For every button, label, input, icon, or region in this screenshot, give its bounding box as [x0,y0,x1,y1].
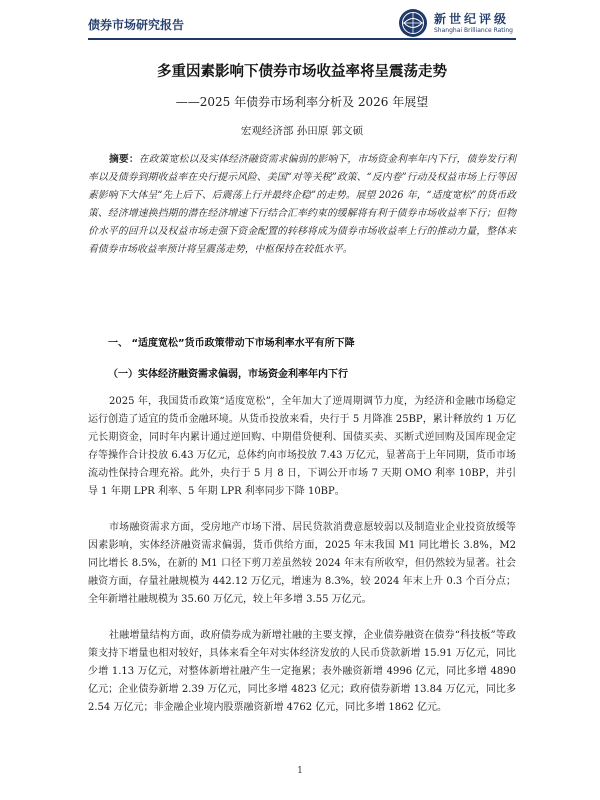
report-authors: 宏观经济部 孙田原 郭文硕 [240,125,364,137]
page-number: 1 [297,766,303,776]
abstract-label: 摘要： [109,154,139,165]
body-paragraph: 2025 年，我国货币政策“适度宽松”，全年加大了逆周期调节力度，为经济和金融市场稳定运行创造了适宜的货币金融环境。从货币投放来看，央行于 5 月降准 25BP，累计释放约 1 万亿元长期资金，同时年内累计通过逆回购、中期借贷便利、国债买卖、买断式逆回购及国库现金定存等操作合计投放 6.43 万亿元，总体约向市场投放 7.43 万亿元，显著高于上年同期，货币市场流动性保持合理充裕。此外，央行于 5 月 8 日，下调公开市场 7 天期 OMO 利率 10BP，并引导 1 年期 LPR 利率、5 年期 LPR 利率同步下降 10BP。 [88,396,516,497]
report-title: 多重因素影响下债券市场收益率将呈震荡走势 [157,64,447,80]
body-paragraph: 市场融资需求方面，受房地产市场下滑、居民贷款消费意愿较弱以及制造业企业投资放缓等因素影响，实体经济融资需求偏弱，货币供给方面，2025 年末我国 M1 同比增长 3.8%，M2 同比增长 8.5%，在新的 M1 口径下剪刀差虽然较 2024 年末有所收窄，但仍然较为显著。社会融资方面，存量社融规模为 442.12 万亿元，增速为 8.3%，较 2024 年末上升 0.3 个百分点；全年新增社融规模为 35.60 万亿元，较上年多增 3.55 万亿元。 [88,522,516,605]
logo-chinese-name: 新世纪评级 [434,12,510,26]
subsection-heading: （一）实体经济融资需求偏弱，市场资金利率年内下行 [108,369,348,380]
company-logo [398,6,518,40]
report-subtitle: ——2025 年债券市场利率分析及 2026 年展望 [175,95,429,109]
section-heading: 一、 “适度宽松”货币政策带动下市场利率水平有所下降 [108,338,355,349]
report-series-title: 债券市场研究报告 [88,18,185,32]
rating-agency-logo-icon [398,8,428,38]
page-header [0,0,600,44]
header-divider [88,38,516,40]
abstract [88,151,516,259]
abstract-text: 在政策宽松以及实体经济融资需求偏弱的影响下，市场资金利率年内下行，债券发行利率以及债券到期收益率在央行提示风险、美国“对等关税”政策、“反内卷”行动及权益市场上行等因素影响下大体呈“先上后下、后震荡上行并最终企稳”的走势。展望 2026 年，“适度宽松”的货币政策、经济增速换挡期的潜在经济增速下行结合汇率约束的缓解将有利于债券市场收益率下行；但物价水平的回升以及权益市场走强下资金配置的转移将成为债券市场收益率上行的推动力量，整体来看债券市场收益率预计将呈震荡走势，中枢保持在较低水平。 [88,154,517,255]
body-paragraph: 社融增量结构方面，政府债券成为新增社融的主要支撑，企业债券融资在债券“科技板”等政策支持下增量也相对较好，具体来看全年对实体经济发放的人民币贷款新增 15.91 万亿元，同比少增 1.13 万亿元，对整体新增社融产生一定拖累；表外融资新增 4996 亿元，同比多增 4890 亿元；企业债券新增 2.39 万亿元，同比多增 4823 亿元；政府债券新增 13.84 万亿元，同比多 2.54 万亿元；非金融企业境内股票融资新增 4762 亿元，同比多增 1862 亿元。 [88,630,516,713]
logo-english-name: Shanghai Brilliance Rating [434,27,513,34]
